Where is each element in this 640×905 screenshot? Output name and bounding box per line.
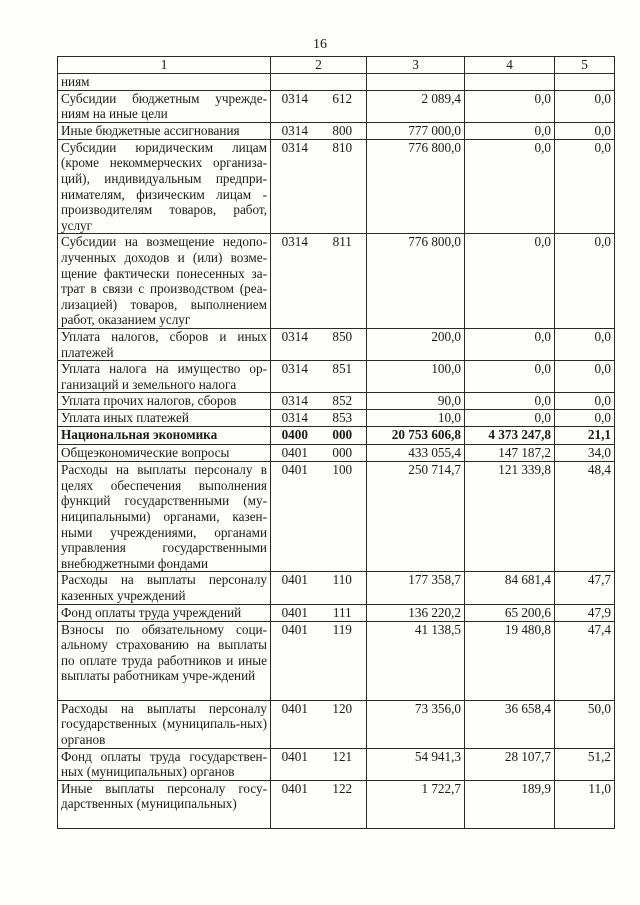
row-expense-code: 851 — [319, 361, 367, 393]
row-percent: 47,4 — [555, 621, 615, 700]
row-plan-value: 100,0 — [367, 361, 465, 393]
row-actual-value: 0,0 — [465, 393, 555, 410]
row-section-code: 0401 — [271, 748, 319, 780]
row-actual-value: 0,0 — [465, 90, 555, 122]
row-section-code: 0314 — [271, 139, 319, 234]
row-name: Уплата иных платежей — [58, 410, 271, 427]
row-section-code: 0314 — [271, 410, 319, 427]
row-expense-code: 120 — [319, 700, 367, 748]
row-actual-value: 147 187,2 — [465, 445, 555, 462]
row-plan-value: 54 941,3 — [367, 748, 465, 780]
table-row — [58, 393, 615, 410]
row-expense-code: 000 — [319, 427, 367, 445]
row-name: Иные бюджетные ассигнования — [58, 122, 271, 139]
row-expense-code: 850 — [319, 328, 367, 360]
row-actual-value: 0,0 — [465, 122, 555, 139]
table-row — [58, 90, 615, 122]
row-percent: 0,0 — [555, 361, 615, 393]
row-expense-code: 800 — [319, 122, 367, 139]
row-plan-value: 200,0 — [367, 328, 465, 360]
row-section-code: 0314 — [271, 234, 319, 329]
row-plan-value: 177 358,7 — [367, 572, 465, 604]
row-name: Уплата налога на имущество ор-ганизаций и земельного налога — [58, 361, 271, 393]
row-percent: 47,9 — [555, 604, 615, 621]
row-name: Субсидии юридическим лицам (кроме некоммерческих организа-ций), индивидуальным предпри-нимателям, физическим лицам - производителям товаров, работ, услуг — [58, 139, 271, 234]
row-section-code: 0314 — [271, 90, 319, 122]
table-row — [58, 139, 615, 234]
row-expense-code: 100 — [319, 462, 367, 572]
row-section-code: 0401 — [271, 621, 319, 700]
row-percent: 0,0 — [555, 234, 615, 329]
table-header-row — [58, 57, 615, 74]
table-row — [58, 700, 615, 748]
row-expense-code: 612 — [319, 90, 367, 122]
budget-table — [57, 56, 615, 829]
row-actual-value: 4 373 247,8 — [465, 427, 555, 445]
row-expense-code: 122 — [319, 780, 367, 828]
page-number: 16 — [313, 37, 327, 52]
row-actual-value: 189,9 — [465, 780, 555, 828]
table-row — [58, 410, 615, 427]
row-expense-code: 853 — [319, 410, 367, 427]
row-plan-value — [367, 73, 465, 90]
row-expense-code: 852 — [319, 393, 367, 410]
row-section-code: 0314 — [271, 393, 319, 410]
row-percent: 34,0 — [555, 445, 615, 462]
row-plan-value: 90,0 — [367, 393, 465, 410]
table-row — [58, 445, 615, 462]
row-actual-value: 0,0 — [465, 328, 555, 360]
row-section-code: 0401 — [271, 445, 319, 462]
row-actual-value: 84 681,4 — [465, 572, 555, 604]
row-percent: 51,2 — [555, 748, 615, 780]
row-percent: 47,7 — [555, 572, 615, 604]
table-row — [58, 122, 615, 139]
row-section-code: 0314 — [271, 122, 319, 139]
table-row — [58, 462, 615, 572]
row-name: Общеэкономические вопросы — [58, 445, 271, 462]
row-section-code: 0401 — [271, 462, 319, 572]
row-percent: 0,0 — [555, 90, 615, 122]
row-actual-value: 0,0 — [465, 410, 555, 427]
row-plan-value: 776 800,0 — [367, 234, 465, 329]
row-actual-value: 121 339,8 — [465, 462, 555, 572]
row-actual-value: 28 107,7 — [465, 748, 555, 780]
table-body — [58, 57, 615, 829]
row-actual-value: 0,0 — [465, 139, 555, 234]
row-section-code: 0401 — [271, 700, 319, 748]
header-col-3: 3 — [367, 57, 465, 74]
row-name: Взносы по обязательному соци-альному страхованию на выплаты по оплате труда работников и иные выплаты работникам учре-ждений — [58, 621, 271, 700]
row-actual-value — [465, 73, 555, 90]
table-row — [58, 427, 615, 445]
row-percent: 0,0 — [555, 410, 615, 427]
row-name: Уплата прочих налогов, сборов — [58, 393, 271, 410]
row-actual-value: 0,0 — [465, 234, 555, 329]
row-section-code: 0401 — [271, 780, 319, 828]
row-section-code: 0314 — [271, 361, 319, 393]
row-name: Расходы на выплаты персоналу казенных учреждений — [58, 572, 271, 604]
row-section-code: 0401 — [271, 604, 319, 621]
row-name: Субсидии бюджетным учрежде-ниям на иные цели — [58, 90, 271, 122]
row-actual-value: 0,0 — [465, 361, 555, 393]
row-percent: 0,0 — [555, 328, 615, 360]
row-expense-code: 110 — [319, 572, 367, 604]
table-row — [58, 361, 615, 393]
row-plan-value: 41 138,5 — [367, 621, 465, 700]
row-percent: 50,0 — [555, 700, 615, 748]
row-name: Национальная экономика — [58, 427, 271, 445]
row-expense-code: 810 — [319, 139, 367, 234]
row-percent: 0,0 — [555, 139, 615, 234]
header-col-5: 5 — [555, 57, 615, 74]
row-name: Фонд оплаты труда учреждений — [58, 604, 271, 621]
table-row — [58, 621, 615, 700]
row-plan-value: 136 220,2 — [367, 604, 465, 621]
row-expense-code: 121 — [319, 748, 367, 780]
header-col-1: 1 — [58, 57, 271, 74]
row-expense-code: 811 — [319, 234, 367, 329]
table-row — [58, 748, 615, 780]
row-section-code — [271, 73, 319, 90]
row-expense-code: 000 — [319, 445, 367, 462]
row-name: Расходы на выплаты персоналу в целях обеспечения выполнения функций государственными (му-ниципальными) органами, казен-ными учреждениями, органами управления государственными внебюджетными фондами — [58, 462, 271, 572]
row-plan-value: 776 800,0 — [367, 139, 465, 234]
table-row — [58, 604, 615, 621]
row-actual-value: 65 200,6 — [465, 604, 555, 621]
row-percent: 0,0 — [555, 393, 615, 410]
header-col-2: 2 — [271, 57, 367, 74]
row-plan-value: 2 089,4 — [367, 90, 465, 122]
row-plan-value: 10,0 — [367, 410, 465, 427]
row-percent: 11,0 — [555, 780, 615, 828]
row-name: Уплата налогов, сборов и иных платежей — [58, 328, 271, 360]
row-expense-code: 119 — [319, 621, 367, 700]
row-plan-value: 20 753 606,8 — [367, 427, 465, 445]
row-actual-value: 19 480,8 — [465, 621, 555, 700]
row-percent — [555, 73, 615, 90]
table-row — [58, 73, 615, 90]
row-name: Иные выплаты персоналу госу-дарственных (муниципальных) — [58, 780, 271, 828]
row-name: Фонд оплаты труда государствен-ных (муниципальных) органов — [58, 748, 271, 780]
row-section-code: 0401 — [271, 572, 319, 604]
row-plan-value: 1 722,7 — [367, 780, 465, 828]
row-percent: 48,4 — [555, 462, 615, 572]
header-col-4: 4 — [465, 57, 555, 74]
table-row — [58, 328, 615, 360]
row-percent: 21,1 — [555, 427, 615, 445]
row-expense-code — [319, 73, 367, 90]
row-plan-value: 777 000,0 — [367, 122, 465, 139]
row-percent: 0,0 — [555, 122, 615, 139]
row-name: Субсидии на возмещение недопо-лученных доходов и (или) возме-щение фактически понесенных за-трат в связи с производством (реа-лизацией) товаров, выполнением работ, оказанием услуг — [58, 234, 271, 329]
row-expense-code: 111 — [319, 604, 367, 621]
row-section-code: 0400 — [271, 427, 319, 445]
row-name: Расходы на выплаты персоналу государственных (муниципаль-ных) органов — [58, 700, 271, 748]
row-actual-value: 36 658,4 — [465, 700, 555, 748]
row-plan-value: 433 055,4 — [367, 445, 465, 462]
table-row — [58, 780, 615, 828]
row-section-code: 0314 — [271, 328, 319, 360]
row-plan-value: 250 714,7 — [367, 462, 465, 572]
row-name: ниям — [58, 73, 271, 90]
table-row — [58, 572, 615, 604]
row-plan-value: 73 356,0 — [367, 700, 465, 748]
table-row — [58, 234, 615, 329]
